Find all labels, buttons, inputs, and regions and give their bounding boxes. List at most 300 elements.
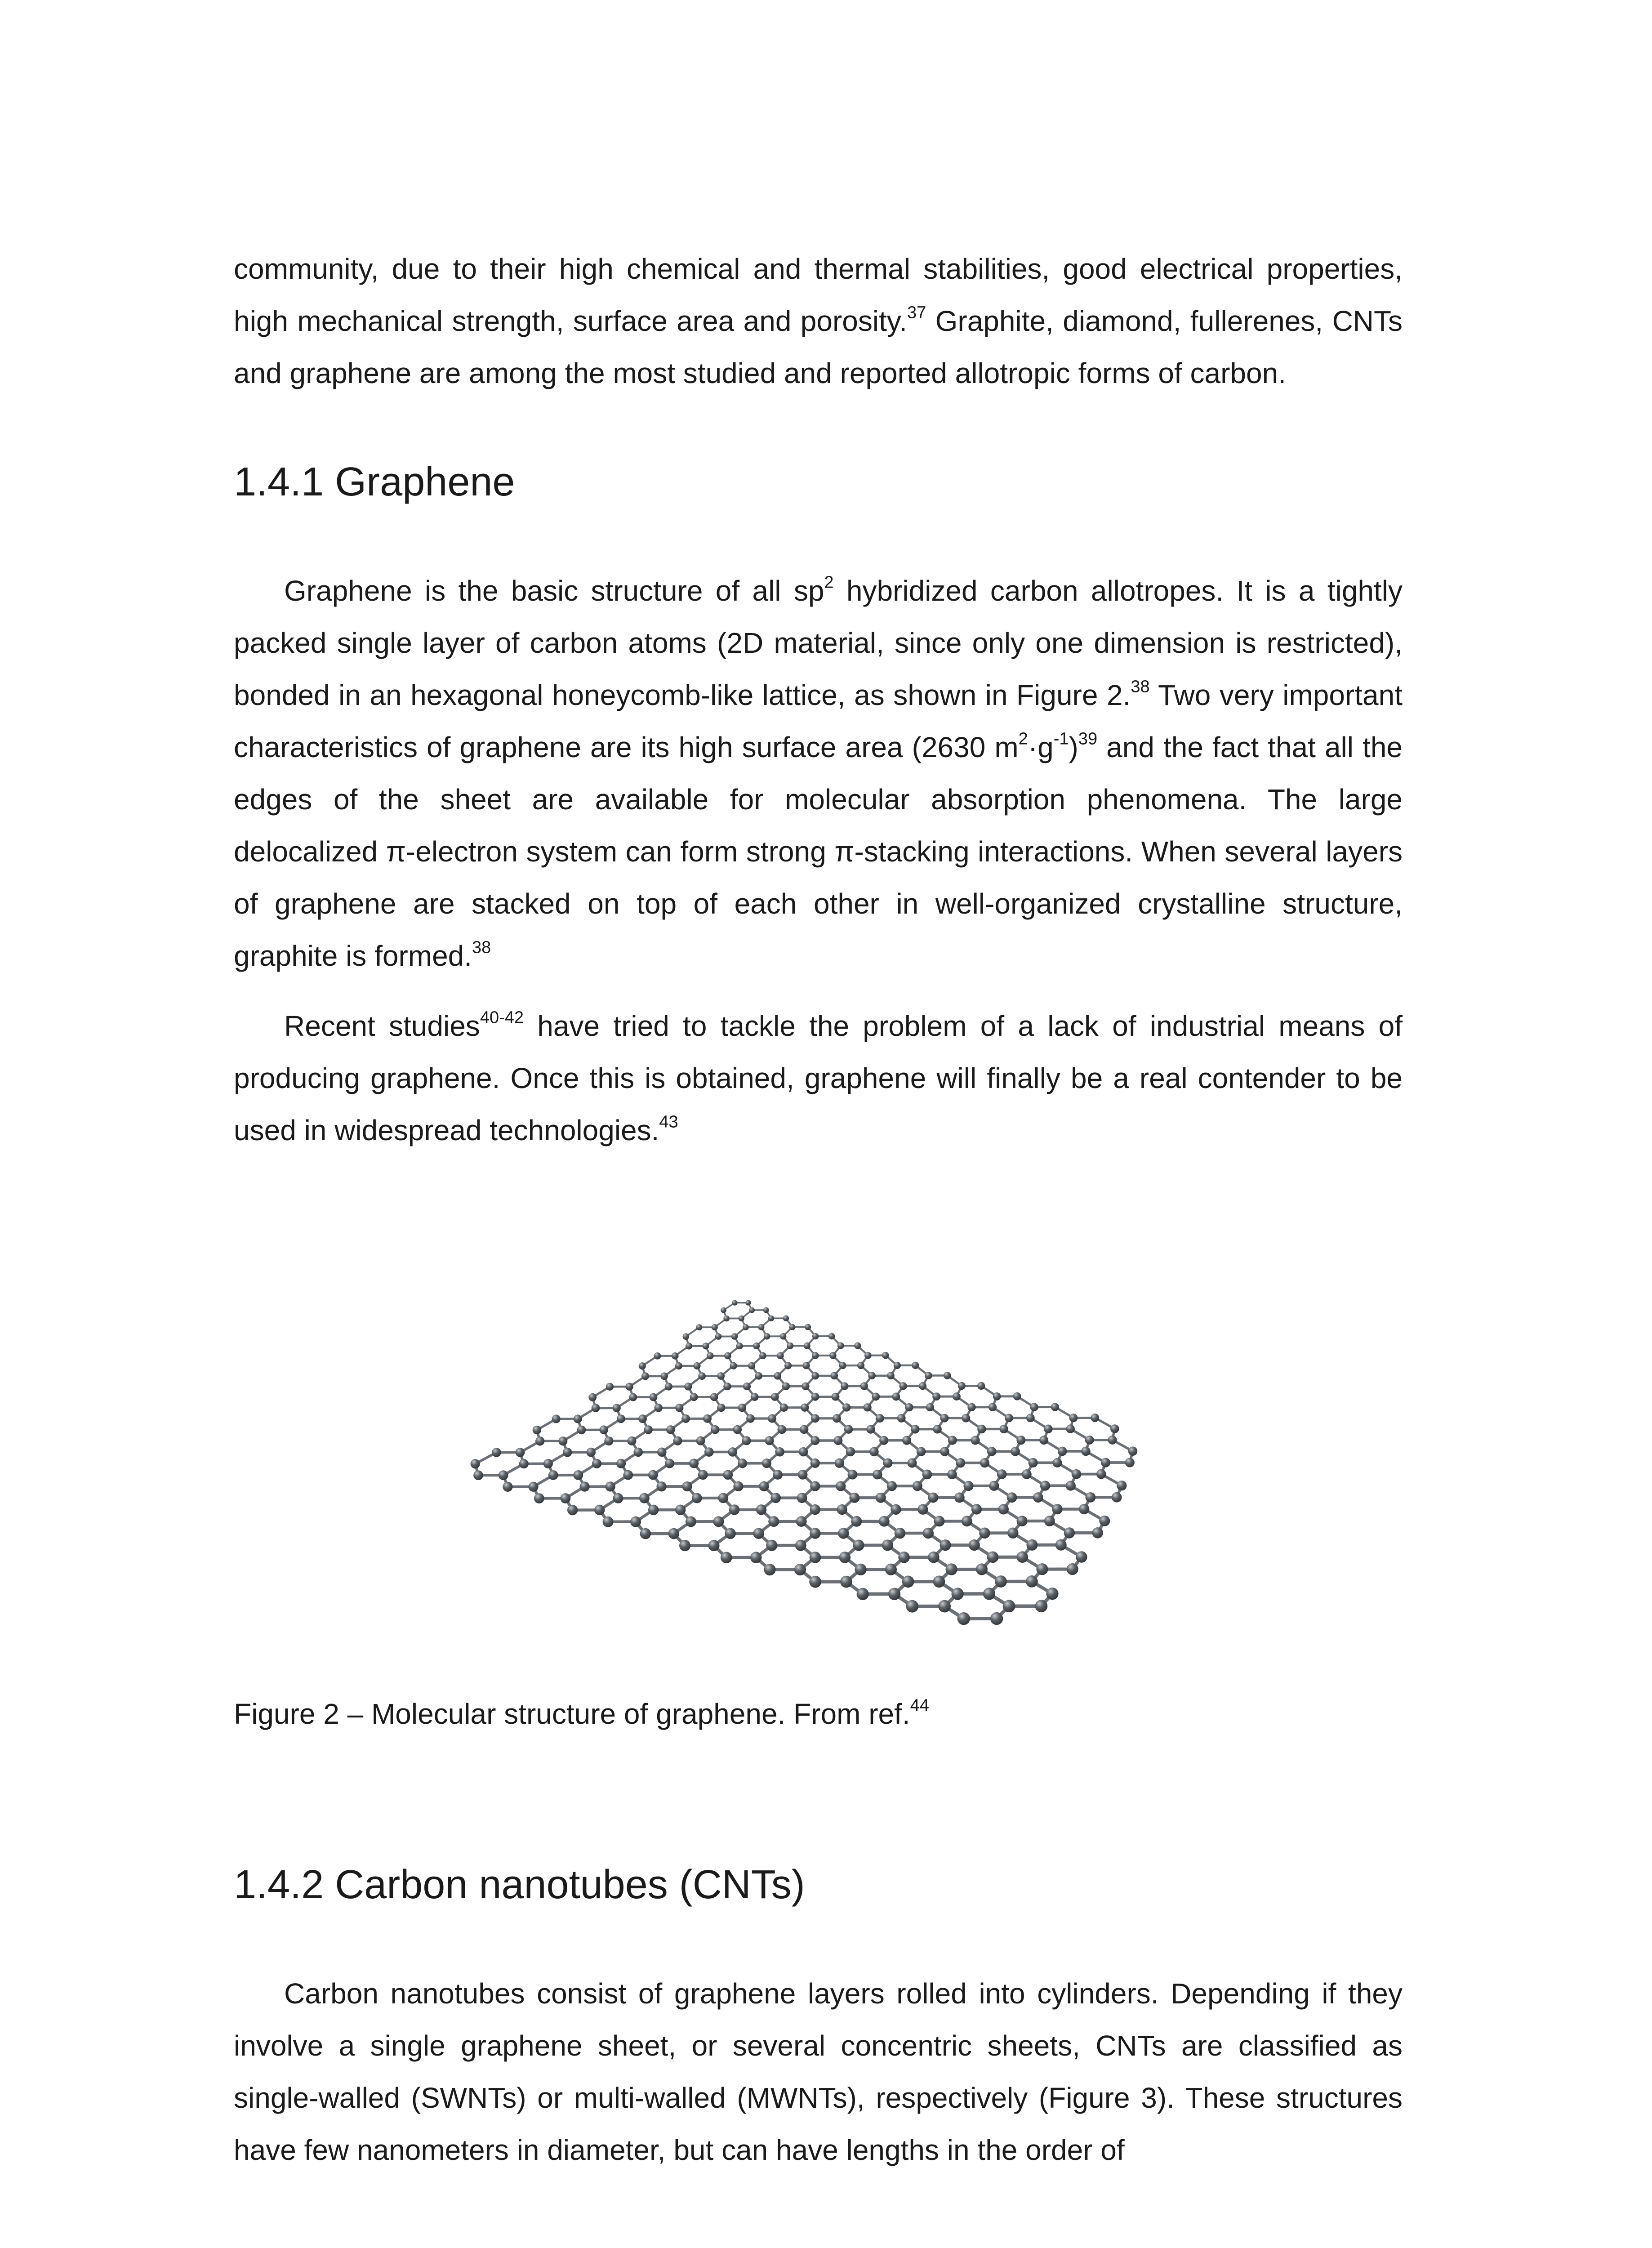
- carbon-atom: [907, 1458, 917, 1467]
- carbon-atom: [717, 1404, 725, 1412]
- carbon-atom: [882, 1352, 889, 1359]
- carbon-atom: [756, 1504, 766, 1515]
- carbon-atom: [938, 1600, 951, 1613]
- citation: 40-42: [480, 1008, 524, 1027]
- carbon-atom: [644, 1425, 652, 1434]
- carbon-atom: [811, 1393, 819, 1401]
- carbon-atom: [723, 1316, 729, 1321]
- carbon-atom: [1052, 1458, 1062, 1467]
- carbon-atom: [780, 1333, 786, 1339]
- carbon-atom: [794, 1564, 806, 1575]
- carbon-atom: [1064, 1527, 1075, 1538]
- carbon-atom: [703, 1343, 709, 1349]
- carbon-atom: [940, 1414, 948, 1423]
- carbon-atom: [755, 1372, 762, 1380]
- carbon-atom: [473, 1470, 483, 1480]
- carbon-atom: [923, 1528, 934, 1539]
- carbon-atom: [1099, 1516, 1110, 1526]
- carbon-atom: [1003, 1600, 1015, 1612]
- carbon-atom: [796, 1516, 807, 1527]
- carbon-atom: [971, 1504, 982, 1514]
- carbon-atom: [876, 1414, 884, 1423]
- carbon-atom: [873, 1470, 882, 1480]
- carbon-atom: [933, 1575, 945, 1588]
- carbon-atom: [743, 1324, 749, 1330]
- carbon-atom: [933, 1425, 941, 1433]
- page-body: [234, 243, 1403, 2176]
- carbon-atom: [1016, 1516, 1027, 1526]
- carbon-atom: [905, 1403, 913, 1411]
- citation: 39: [1078, 729, 1098, 749]
- carbon-atom: [686, 1516, 696, 1527]
- carbon-atom: [692, 1493, 702, 1503]
- carbon-atom: [696, 1324, 702, 1330]
- carbon-atom: [829, 1352, 837, 1359]
- carbon-atom: [721, 1307, 726, 1313]
- carbon-atom: [708, 1540, 719, 1551]
- carbon-atom: [944, 1372, 951, 1379]
- carbon-atom: [872, 1393, 880, 1401]
- carbon-atom: [777, 1352, 784, 1359]
- carbon-atom: [743, 1383, 751, 1390]
- carbon-atom: [1085, 1436, 1094, 1445]
- carbon-atom: [1029, 1458, 1038, 1467]
- section-heading-graphene: 1.4.1 Graphene: [234, 459, 515, 504]
- carbon-atom: [857, 1362, 864, 1369]
- carbon-atom: [997, 1469, 1007, 1479]
- carbon-atom: [698, 1372, 706, 1380]
- carbon-atom: [887, 1481, 897, 1491]
- carbon-atom: [956, 1458, 965, 1467]
- cnt-paragraph-1: Carbon nanotubes consist of graphene layers rolled into cylinders. Depending if they involve a single graphene sheet, or several concentric sheets, CNTs are classified as single-walled (SWNTs) or multi-walled (MWNTs), respectively (Figure 3). These structures have few nanometers in diameter, but can have lengths in the order of: [234, 1977, 1403, 2166]
- carbon-atom: [799, 1447, 808, 1457]
- carbon-atom: [912, 1362, 919, 1369]
- carbon-atom: [948, 1436, 957, 1445]
- carbon-atom: [563, 1448, 572, 1457]
- carbon-atom: [638, 1414, 647, 1423]
- carbon-atom: [863, 1403, 871, 1411]
- carbon-atom: [848, 1470, 858, 1480]
- carbon-atom: [535, 1436, 544, 1445]
- carbon-atom: [957, 1612, 970, 1625]
- carbon-atom: [851, 1516, 862, 1527]
- carbon-atom: [1079, 1504, 1089, 1514]
- carbon-atom: [775, 1447, 784, 1457]
- carbon-atom: [764, 1564, 775, 1575]
- carbon-atom: [798, 1470, 808, 1480]
- carbon-atom: [765, 1436, 774, 1445]
- carbon-atom: [613, 1493, 623, 1503]
- carbon-atom: [842, 1403, 850, 1411]
- carbon-atom: [672, 1352, 679, 1360]
- carbon-atom: [953, 1392, 961, 1401]
- carbon-atom: [751, 1393, 759, 1401]
- carbon-atom: [681, 1414, 690, 1423]
- carbon-atom: [616, 1459, 626, 1468]
- carbon-atom: [810, 1504, 820, 1515]
- carbon-atom: [763, 1307, 769, 1313]
- carbon-atom: [683, 1334, 689, 1340]
- carbon-atom: [668, 1528, 679, 1539]
- carbon-atom: [686, 1343, 692, 1349]
- carbon-atom: [639, 1493, 650, 1503]
- carbon-atom: [768, 1414, 776, 1423]
- carbon-atom: [725, 1528, 735, 1539]
- carbon-atom: [902, 1436, 911, 1445]
- carbon-atom: [810, 1528, 820, 1539]
- carbon-atom: [993, 1392, 1001, 1401]
- carbon-atom: [989, 1403, 997, 1411]
- carbon-atom: [812, 1333, 819, 1339]
- carbon-atom: [654, 1352, 661, 1360]
- carbon-atom: [1117, 1481, 1127, 1490]
- section-heading-cnt: 1.4.2 Carbon nanotubes (CNTs): [234, 1862, 805, 1907]
- carbon-atom: [954, 1492, 965, 1503]
- carbon-atom: [713, 1516, 724, 1527]
- carbon-atom: [801, 1403, 809, 1411]
- carbon-atom: [577, 1426, 586, 1434]
- carbon-atom: [804, 1343, 810, 1349]
- carbon-atom: [753, 1343, 760, 1349]
- carbon-atom: [940, 1539, 951, 1551]
- carbon-atom: [655, 1404, 663, 1412]
- carbon-atom: [803, 1362, 810, 1369]
- carbon-atom: [989, 1481, 999, 1491]
- carbon-atom: [844, 1425, 853, 1433]
- carbon-atom: [897, 1414, 906, 1423]
- carbon-atom: [1108, 1436, 1117, 1445]
- carbon-atom: [766, 1540, 777, 1551]
- carbon-atom: [917, 1504, 928, 1515]
- carbon-atom: [1125, 1458, 1135, 1467]
- carbon-atom: [962, 1414, 970, 1423]
- carbon-atom: [543, 1459, 553, 1468]
- carbon-atom: [854, 1343, 861, 1349]
- carbon-atom: [947, 1469, 957, 1479]
- carbon-atom: [639, 1362, 646, 1369]
- graphene-paragraph-1: Graphene is the basic structure of all $sp^2$ hybridized carbon allotropes. It is a tightly packed single layer of carbon atoms (2D material, since only one dimension is restricted), bonded in an hexagonal honeycomb-like lattice, as shown in Figure 2.38 Two very important characteristics of graphene are its high surface area (2630 $m^2\cdot g^{-1})^{39}$ and the fact that all the edges of the sheet are available for molecular absorption phenomena. The large delocalized π-electron system can form strong π-stacking interactions. When several layers of graphene are stacked on top of each other in well-organized crystalline structure, graphite is formed.$^{38}$: [234, 573, 1403, 972]
- carbon-atom: [977, 1425, 986, 1433]
- citation: 38: [472, 938, 491, 957]
- carbon-atom: [895, 1528, 905, 1539]
- carbon-atom: [902, 1576, 914, 1588]
- carbon-atom: [963, 1481, 973, 1491]
- carbon-atom: [1007, 1492, 1017, 1503]
- carbon-atom: [1016, 1436, 1025, 1445]
- carbon-atom: [728, 1447, 737, 1457]
- carbon-atom: [749, 1307, 755, 1313]
- carbon-atom: [995, 1575, 1007, 1588]
- carbon-atom: [839, 1362, 846, 1369]
- carbon-atom: [1022, 1469, 1032, 1479]
- carbon-atom: [573, 1470, 583, 1480]
- intro-paragraph: community, due to their high chemical and thermal stabilities, good electrical properties, high mechanical strength, surface area and porosity.$^{37}$ Graphite, diamond, fullerenes, CNTs and graphene are among the most studied and reported allotropic forms of carbon.: [234, 253, 1403, 389]
- carbon-atom: [887, 1372, 895, 1379]
- carbon-atom: [998, 1504, 1009, 1514]
- carbon-atom: [774, 1372, 781, 1380]
- carbon-atom: [660, 1372, 668, 1380]
- carbon-atom: [689, 1459, 699, 1468]
- carbon-atom: [833, 1414, 841, 1423]
- carbon-atom: [471, 1459, 480, 1468]
- carbon-atom: [758, 1324, 765, 1330]
- carbon-atom: [1051, 1403, 1059, 1411]
- carbon-atom: [928, 1493, 939, 1503]
- carbon-atom: [838, 1528, 849, 1539]
- carbon-atom: [640, 1528, 651, 1539]
- carbon-atom: [648, 1505, 659, 1515]
- carbon-atom: [762, 1459, 771, 1468]
- citation: 44: [910, 1696, 929, 1715]
- carbon-atom: [879, 1436, 888, 1445]
- carbon-atom: [592, 1459, 601, 1468]
- carbon-atom: [567, 1505, 578, 1515]
- carbon-atom: [1026, 1414, 1035, 1422]
- carbon-atom: [906, 1600, 918, 1613]
- carbon-atom: [718, 1493, 728, 1503]
- carbon-atom: [627, 1436, 636, 1445]
- carbon-atom: [1085, 1492, 1095, 1503]
- carbon-atom: [703, 1414, 712, 1423]
- carbon-atom: [1026, 1539, 1038, 1551]
- carbon-atom: [958, 1382, 966, 1390]
- carbon-atom: [657, 1447, 667, 1457]
- carbon-atom: [770, 1493, 781, 1503]
- carbon-atom: [1076, 1551, 1087, 1563]
- carbon-atom: [784, 1362, 792, 1369]
- carbon-atom: [1030, 1403, 1038, 1411]
- carbon-atom: [1110, 1424, 1119, 1433]
- carbon-atom: [836, 1481, 846, 1491]
- carbon-atom: [855, 1564, 866, 1575]
- carbon-atom: [883, 1458, 892, 1467]
- carbon-atom: [748, 1362, 755, 1369]
- carbon-atom: [516, 1448, 525, 1457]
- carbon-atom: [579, 1481, 589, 1491]
- carbon-atom: [736, 1343, 743, 1349]
- carbon-atom: [641, 1373, 649, 1380]
- carbon-atom: [810, 1552, 821, 1563]
- carbon-atom: [812, 1352, 819, 1359]
- carbon-atom: [724, 1352, 731, 1360]
- carbon-atom: [1007, 1527, 1018, 1538]
- carbon-atom: [696, 1436, 705, 1445]
- carbon-atom: [717, 1372, 725, 1380]
- carbon-atom: [882, 1539, 893, 1551]
- carbon-atom: [795, 1540, 806, 1551]
- carbon-atom: [864, 1352, 872, 1359]
- carbon-atom: [837, 1504, 847, 1515]
- carbon-atom: [675, 1362, 682, 1369]
- carbon-atom: [675, 1504, 686, 1515]
- carbon-atom: [746, 1414, 755, 1423]
- carbon-atom: [899, 1382, 907, 1390]
- carbon-atom: [715, 1333, 721, 1339]
- carbon-atom: [1072, 1469, 1082, 1479]
- carbon-atom: [835, 1459, 844, 1468]
- carbon-atom: [809, 1576, 821, 1588]
- carbon-atom: [1055, 1539, 1067, 1551]
- carbon-atom: [971, 1436, 980, 1445]
- carbon-atom: [739, 1316, 744, 1321]
- carbon-atom: [492, 1448, 501, 1457]
- carbon-atom: [1013, 1392, 1021, 1401]
- carbon-atom: [1044, 1516, 1055, 1526]
- carbon-atom: [768, 1516, 779, 1527]
- carbon-atom: [534, 1493, 544, 1503]
- carbon-atom: [679, 1540, 690, 1551]
- carbon-atom: [588, 1393, 597, 1401]
- carbon-atom: [832, 1393, 840, 1401]
- carbon-atom: [673, 1436, 682, 1445]
- carbon-atom: [729, 1504, 739, 1515]
- carbon-atom: [962, 1516, 972, 1526]
- carbon-atom: [629, 1393, 637, 1401]
- carbon-atom: [533, 1426, 541, 1434]
- carbon-atom: [811, 1414, 819, 1423]
- carbon-atom: [723, 1383, 731, 1390]
- carbon-atom: [1067, 1563, 1078, 1575]
- carbon-atom: [860, 1382, 868, 1390]
- carbon-atom: [885, 1564, 897, 1575]
- carbon-atom: [764, 1333, 770, 1339]
- carbon-atom: [574, 1414, 582, 1423]
- carbon-atom: [768, 1316, 774, 1321]
- carbon-atom: [945, 1563, 957, 1575]
- carbon-atom: [759, 1352, 766, 1359]
- carbon-atom: [892, 1392, 900, 1401]
- carbon-atom: [979, 1528, 990, 1539]
- carbon-atom: [894, 1362, 901, 1369]
- carbon-atom: [665, 1459, 674, 1468]
- carbon-atom: [750, 1552, 762, 1563]
- carbon-atom: [1046, 1588, 1058, 1600]
- carbon-atom: [603, 1517, 614, 1527]
- carbon-atom: [857, 1588, 869, 1600]
- carbon-atom: [731, 1333, 738, 1339]
- carbon-atom: [940, 1447, 949, 1456]
- graphene-paragraph-2: Recent studies$^{40-42}$ have tried to tackle the problem of a lack of industrial means of producing graphene. Once this is obtained, graphene will finally be a real contender to be used in widespread technologies.$^{43}$: [234, 1008, 1403, 1146]
- carbon-atom: [503, 1482, 512, 1492]
- carbon-atom: [617, 1414, 625, 1423]
- carbon-atom: [742, 1436, 751, 1445]
- carbon-atom: [934, 1516, 945, 1526]
- carbon-atom: [682, 1481, 692, 1491]
- carbon-atom: [898, 1552, 910, 1563]
- carbon-atom: [932, 1392, 940, 1401]
- carbon-atom: [846, 1447, 855, 1457]
- carbon-atom: [630, 1517, 641, 1527]
- carbon-atom: [675, 1404, 683, 1412]
- carbon-atom: [732, 1300, 737, 1306]
- carbon-atom: [594, 1505, 605, 1515]
- carbon-atom: [805, 1324, 811, 1330]
- carbon-atom: [723, 1470, 733, 1480]
- carbon-atom: [980, 1458, 989, 1467]
- carbon-atom: [666, 1425, 675, 1434]
- carbon-atom: [1091, 1414, 1099, 1422]
- carbon-atom: [1044, 1425, 1052, 1433]
- carbon-atom: [1005, 1414, 1013, 1422]
- graphene-lattice-image: [423, 1282, 1214, 1678]
- carbon-atom: [733, 1425, 742, 1434]
- carbon-atom: [693, 1362, 700, 1369]
- carbon-atom: [738, 1404, 746, 1412]
- figure-caption: Figure 2 – Molecular structure of graphene. From ref.$^{44}$: [234, 1696, 929, 1730]
- carbon-atom: [648, 1470, 658, 1480]
- carbon-atom: [528, 1482, 538, 1492]
- carbon-atom: [789, 1324, 796, 1330]
- carbon-atom: [519, 1459, 529, 1468]
- carbon-atom: [888, 1588, 900, 1600]
- carbon-atom: [1128, 1446, 1138, 1456]
- carbon-atom: [911, 1425, 919, 1433]
- carbon-atom: [830, 1372, 838, 1380]
- carbon-atom: [840, 1576, 852, 1588]
- carbon-atom: [690, 1393, 698, 1401]
- carbon-atom: [650, 1393, 658, 1401]
- figure-2: [234, 1282, 1403, 1678]
- carbon-atom: [1035, 1600, 1048, 1612]
- carbon-atom: [839, 1552, 851, 1563]
- carbon-atom: [626, 1383, 633, 1391]
- carbon-atom: [1016, 1551, 1028, 1563]
- carbon-atom: [800, 1425, 808, 1434]
- carbon-atom: [499, 1470, 508, 1480]
- carbon-atom: [606, 1383, 614, 1391]
- carbon-atom: [707, 1352, 714, 1360]
- carbon-atom: [967, 1403, 975, 1411]
- carbon-atom: [925, 1372, 932, 1379]
- carbon-atom: [1066, 1481, 1076, 1490]
- carbon-atom: [1036, 1563, 1048, 1575]
- carbon-atom: [721, 1552, 732, 1564]
- carbon-atom: [876, 1493, 886, 1503]
- carbon-atom: [869, 1447, 879, 1457]
- carbon-atom: [913, 1481, 922, 1491]
- carbon-atom: [828, 1333, 835, 1339]
- carbon-atom: [710, 1393, 718, 1401]
- carbon-atom: [560, 1493, 570, 1503]
- carbon-atom: [733, 1481, 743, 1491]
- carbon-atom: [853, 1539, 864, 1551]
- carbon-atom: [811, 1372, 819, 1380]
- carbon-atom: [599, 1426, 608, 1434]
- citation: 43: [659, 1112, 678, 1132]
- carbon-atom: [1033, 1492, 1043, 1503]
- carbon-atom: [684, 1383, 692, 1390]
- carbon-atom: [1101, 1458, 1110, 1467]
- carbon-atom: [1058, 1447, 1067, 1456]
- carbon-atom: [656, 1481, 666, 1491]
- carbon-atom: [558, 1436, 567, 1445]
- carbon-atom: [969, 1539, 980, 1551]
- carbon-atom: [1026, 1575, 1038, 1588]
- carbon-atom: [926, 1403, 934, 1411]
- carbon-atom: [928, 1552, 940, 1563]
- carbon-atom: [745, 1300, 751, 1305]
- carbon-atom: [999, 1425, 1008, 1433]
- carbon-atom: [698, 1470, 708, 1480]
- carbon-atom: [977, 1382, 985, 1390]
- carbon-atom: [1039, 1436, 1048, 1445]
- carbon-atom: [810, 1436, 819, 1445]
- carbon-atom: [759, 1481, 769, 1491]
- carbon-atom: [777, 1425, 786, 1434]
- carbon-atom: [704, 1447, 714, 1457]
- carbon-atom: [665, 1383, 672, 1390]
- carbon-atom: [983, 1588, 995, 1600]
